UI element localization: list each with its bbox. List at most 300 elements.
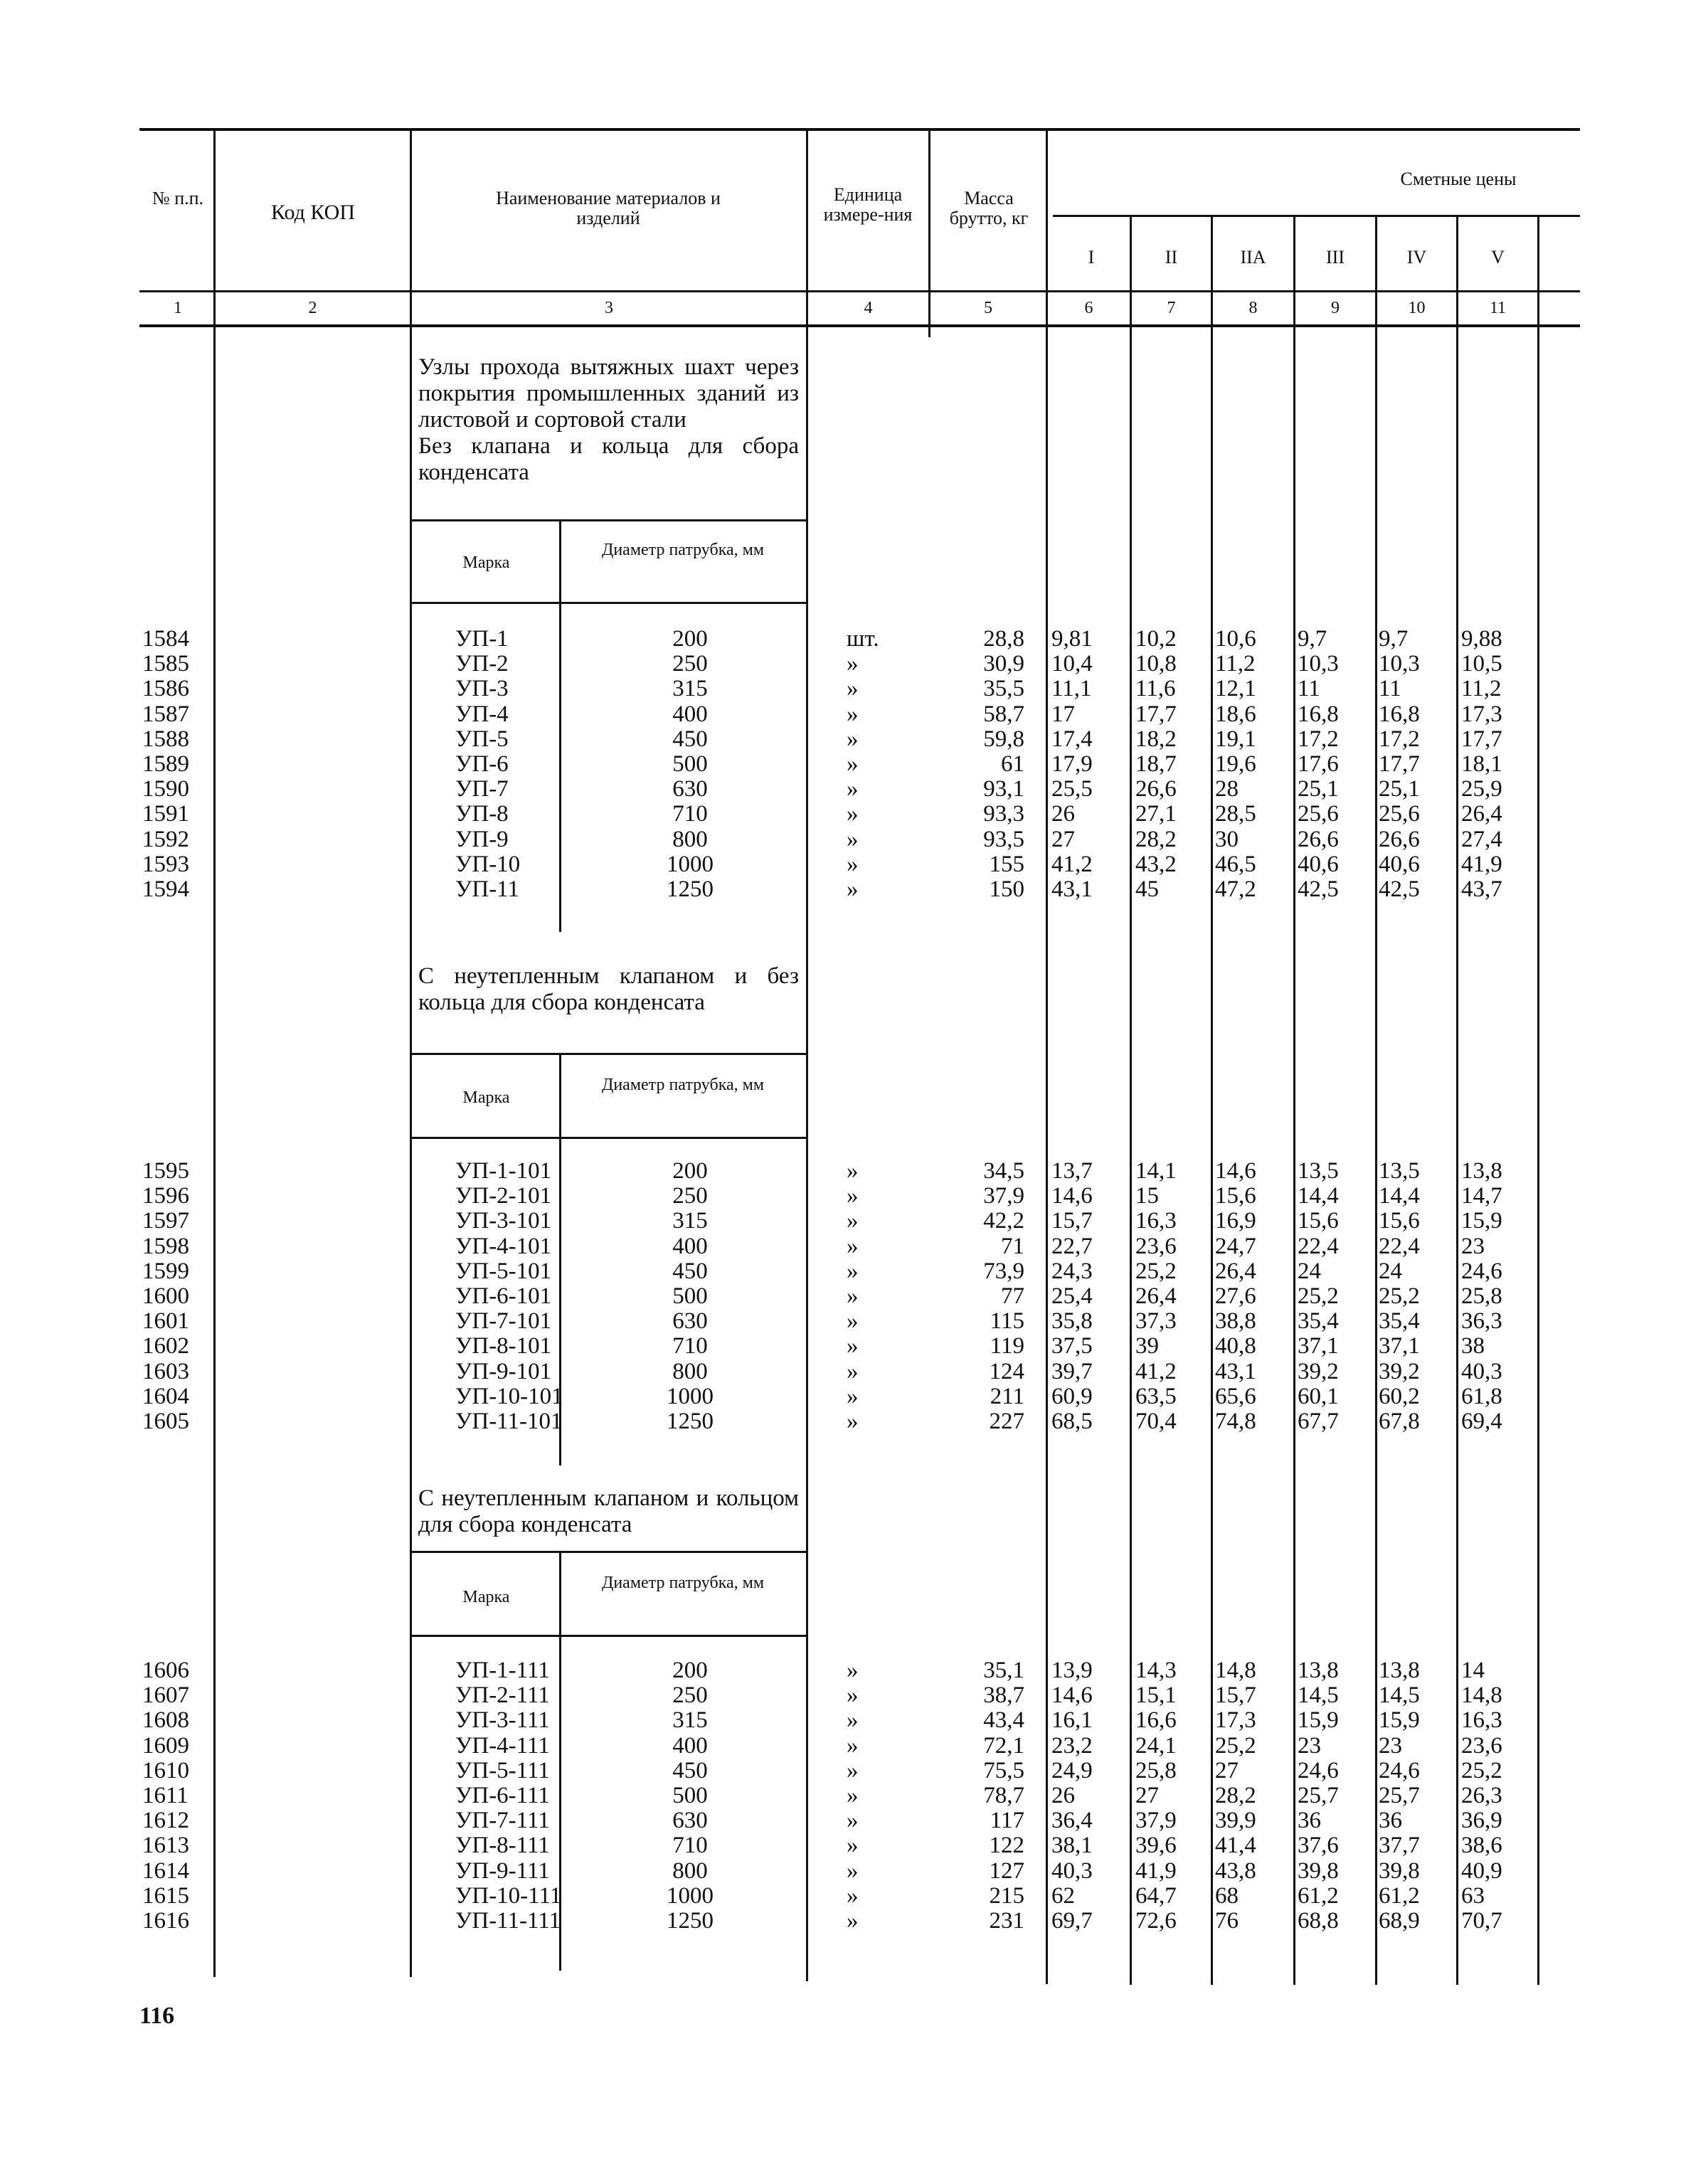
section-3-title: С неутепленным клапаном и кольцом для сбора конденсата [418,1485,799,1537]
row-price-5: 37,1 [1379,1333,1420,1359]
table-row [0,1783,1681,1808]
row-price-6: 70,7 [1461,1908,1502,1934]
row-price-1: 14,6 [1051,1183,1093,1209]
header-name: Наименование материалов и изделий [496,188,721,228]
row-mass: 61 [1001,751,1024,777]
row-price-1: 11,1 [1051,676,1092,702]
row-price-2: 14,3 [1135,1658,1177,1683]
row-diameter: 450 [672,1258,708,1284]
row-unit: » [847,1409,859,1434]
row-price-3: 24,7 [1215,1233,1256,1259]
row-unit: » [847,1383,859,1409]
row-unit: » [847,1258,859,1284]
subhdr2-top [410,1053,806,1055]
row-unit: » [847,1833,859,1859]
row-diameter: 315 [672,676,708,702]
row-mass: 93,1 [983,776,1024,802]
row-unit: » [847,1158,859,1184]
table-row [0,1883,1681,1909]
row-mass: 34,5 [983,1158,1024,1184]
row-price-1: 24,3 [1051,1258,1093,1284]
row-diameter: 315 [672,1707,708,1734]
row-price-2: 41,9 [1135,1857,1177,1884]
row-price-6: 9,88 [1461,626,1502,652]
table-row [0,701,1681,727]
row-price-5: 36 [1379,1808,1402,1834]
row-price-6: 40,9 [1461,1857,1502,1884]
row-marka: УП-10 [455,851,521,877]
header-prices: Сметные цены [1400,169,1517,189]
row-diameter: 450 [672,1757,708,1783]
row-price-6: 63 [1461,1882,1485,1909]
row-price-3: 25,2 [1215,1732,1256,1759]
row-number: 1588 [142,726,189,752]
row-diameter: 800 [672,826,708,852]
table-row [0,1333,1681,1359]
row-price-3: 47,2 [1215,876,1256,902]
row-number: 1614 [142,1857,189,1884]
region-IV: IV [1406,247,1427,267]
row-price-1: 23,2 [1051,1732,1093,1759]
row-price-6: 17,7 [1461,726,1502,752]
row-unit: » [847,801,859,827]
table-row [0,1359,1681,1384]
row-price-3: 12,1 [1215,676,1256,702]
row-price-4: 37,1 [1298,1333,1339,1359]
row-number: 1585 [142,651,189,677]
row-diameter: 710 [672,801,708,827]
row-unit: » [847,676,859,702]
row-marka: УП-7 [455,776,509,802]
colnum-9: 9 [1331,299,1340,317]
row-number: 1610 [142,1757,189,1783]
row-diameter: 630 [672,1308,708,1335]
row-diameter: 400 [672,701,708,727]
table-row [0,1658,1681,1683]
row-price-3: 30 [1215,826,1239,852]
row-mass: 71 [1001,1233,1024,1259]
section-1-title-text: Узлы прохода вытяжных шахт через покрытия промышленных зданий из листовой и сортовой стали [418,354,799,433]
row-price-4: 14,5 [1298,1682,1339,1709]
row-number: 1609 [142,1732,189,1759]
row-price-1: 13,9 [1051,1658,1093,1683]
row-unit: » [847,1808,859,1834]
row-price-6: 23 [1461,1233,1485,1259]
row-mass: 155 [989,851,1024,877]
row-price-2: 37,3 [1135,1308,1177,1335]
row-marka: УП-5-101 [455,1258,552,1284]
region-I: I [1088,247,1095,267]
row-number: 1602 [142,1333,189,1359]
row-marka: УП-8-101 [455,1333,552,1359]
row-number: 1611 [142,1783,189,1808]
row-price-4: 24 [1298,1258,1321,1284]
row-diameter: 400 [672,1233,708,1259]
table-row [0,1183,1681,1209]
row-price-3: 19,1 [1215,726,1256,752]
row-price-4: 13,8 [1298,1658,1339,1683]
row-unit: » [847,1732,859,1759]
row-price-3: 17,3 [1215,1707,1256,1734]
row-price-2: 45 [1135,876,1159,902]
row-price-5: 42,5 [1379,876,1420,902]
row-marka: УП-11-101 [455,1409,563,1434]
row-unit: » [847,1707,859,1734]
row-price-3: 18,6 [1215,701,1256,727]
row-diameter: 800 [672,1358,708,1384]
row-mass: 30,9 [983,651,1024,677]
row-price-1: 17,9 [1051,751,1093,777]
row-price-6: 11,2 [1461,676,1502,702]
row-price-1: 9,81 [1051,626,1093,652]
row-number: 1615 [142,1882,189,1909]
row-price-3: 11,2 [1215,651,1256,677]
row-diameter: 200 [672,1658,708,1683]
row-mass: 42,2 [983,1208,1024,1234]
row-diameter: 1000 [667,1383,714,1409]
header-bottom-rule [139,290,1580,292]
row-diameter: 1250 [667,876,714,902]
row-price-5: 22,4 [1379,1233,1420,1259]
row-price-6: 14,7 [1461,1183,1502,1209]
table-row [0,1409,1681,1434]
row-price-4: 22,4 [1298,1233,1339,1259]
row-mass: 37,9 [983,1183,1024,1209]
row-price-3: 19,6 [1215,751,1256,777]
row-mass: 115 [990,1308,1024,1335]
row-number: 1601 [142,1308,189,1335]
row-price-4: 24,6 [1298,1757,1339,1783]
row-price-5: 10,3 [1379,651,1420,677]
row-mass: 35,5 [983,676,1024,702]
row-price-1: 26 [1051,801,1075,827]
row-price-6: 36,3 [1461,1308,1502,1335]
region-III: III [1326,247,1345,267]
row-unit: » [847,1358,859,1384]
row-diameter: 200 [672,626,708,652]
row-price-6: 26,4 [1461,801,1502,827]
row-price-1: 13,7 [1051,1158,1093,1184]
colnum-bottom-rule [139,324,1580,327]
row-marka: УП-6-111 [455,1783,550,1808]
row-price-2: 16,3 [1135,1208,1177,1234]
row-marka: УП-3 [455,676,509,702]
row-price-2: 25,2 [1135,1258,1177,1284]
row-number: 1616 [142,1908,189,1934]
row-price-1: 10,4 [1051,651,1093,677]
row-price-4: 61,2 [1298,1882,1339,1909]
row-unit: » [847,1857,859,1884]
row-price-2: 72,6 [1135,1908,1177,1934]
table-row [0,827,1681,852]
row-price-6: 17,3 [1461,701,1502,727]
subhdr3-diameter: Диаметр патрубка, мм [601,1574,765,1592]
colnum-2: 2 [308,299,317,317]
row-price-2: 37,9 [1135,1808,1177,1834]
row-price-4: 42,5 [1298,876,1339,902]
row-price-5: 14,4 [1379,1183,1420,1209]
row-mass: 117 [990,1808,1024,1834]
row-price-5: 15,9 [1379,1707,1420,1734]
subhdr2-bottom [410,1137,806,1139]
row-price-2: 26,6 [1135,776,1177,802]
row-price-6: 38,6 [1461,1833,1502,1859]
row-price-2: 23,6 [1135,1233,1177,1259]
header-top-rule [139,128,1580,131]
row-price-2: 18,7 [1135,751,1177,777]
row-price-3: 16,9 [1215,1208,1256,1234]
row-price-1: 38,1 [1051,1833,1093,1859]
row-price-1: 24,9 [1051,1757,1093,1783]
row-marka: УП-11 [455,876,519,902]
row-price-5: 40,6 [1379,851,1420,877]
row-diameter: 710 [672,1333,708,1359]
row-unit: » [847,1233,859,1259]
row-price-5: 35,4 [1379,1308,1420,1335]
row-price-4: 68,8 [1298,1908,1339,1934]
prices-rule [1053,215,1580,217]
colnum-3: 3 [605,299,613,317]
table-row [0,1208,1681,1234]
table-row [0,1833,1681,1858]
row-unit: шт. [847,626,879,652]
row-marka: УП-7-101 [455,1308,552,1335]
row-number: 1603 [142,1358,189,1384]
row-price-4: 13,5 [1298,1158,1339,1184]
row-price-3: 14,6 [1215,1158,1256,1184]
row-price-5: 24,6 [1379,1757,1420,1783]
header-kop: Код КОП [270,201,355,224]
row-number: 1591 [142,801,189,827]
row-price-3: 38,8 [1215,1308,1256,1335]
row-price-3: 27 [1215,1757,1239,1783]
row-unit: » [847,1208,859,1234]
row-price-5: 60,2 [1379,1383,1420,1409]
row-number: 1599 [142,1258,189,1284]
row-unit: » [847,876,859,902]
row-marka: УП-3-101 [455,1208,552,1234]
row-price-2: 27 [1135,1783,1159,1808]
row-price-3: 14,8 [1215,1658,1256,1683]
colnum-4: 4 [864,299,873,317]
row-diameter: 1000 [667,851,714,877]
region-V: V [1491,247,1505,267]
row-price-5: 25,1 [1379,776,1420,802]
row-price-5: 9,7 [1379,626,1409,652]
row-unit: » [847,826,859,852]
row-diameter: 1000 [667,1882,714,1909]
row-price-2: 14,1 [1135,1158,1177,1184]
row-mass: 211 [990,1383,1024,1409]
row-price-3: 28,2 [1215,1783,1256,1808]
row-price-6: 36,9 [1461,1808,1502,1834]
row-price-4: 37,6 [1298,1833,1339,1859]
table-row [0,1283,1681,1309]
row-diameter: 200 [672,1158,708,1184]
row-price-3: 74,8 [1215,1409,1256,1434]
row-price-6: 25,9 [1461,776,1502,802]
row-price-1: 62 [1051,1882,1075,1909]
row-price-1: 25,4 [1051,1283,1093,1309]
row-price-4: 25,2 [1298,1283,1339,1309]
row-mass: 127 [989,1857,1024,1884]
row-price-2: 24,1 [1135,1732,1177,1759]
row-price-4: 60,1 [1298,1383,1339,1409]
table-row [0,1758,1681,1783]
row-unit: » [847,701,859,727]
row-unit: » [847,1308,859,1335]
row-price-3: 39,9 [1215,1808,1256,1834]
row-unit: » [847,1757,859,1783]
colnum-6: 6 [1084,299,1093,317]
row-number: 1597 [142,1208,189,1234]
colnum-11: 11 [1489,299,1507,317]
row-price-6: 41,9 [1461,851,1502,877]
row-price-4: 25,6 [1298,801,1339,827]
row-mass: 35,1 [983,1658,1024,1683]
row-marka: УП-10-101 [455,1383,563,1409]
row-price-3: 28,5 [1215,801,1256,827]
table-row [0,751,1681,777]
row-diameter: 250 [672,651,708,677]
table-row [0,876,1681,902]
row-number: 1592 [142,826,189,852]
row-price-2: 39,6 [1135,1833,1177,1859]
row-unit: » [847,1882,859,1909]
row-diameter: 630 [672,776,708,802]
row-price-4: 15,9 [1298,1707,1339,1734]
row-marka: УП-1-111 [455,1658,550,1683]
row-price-5: 25,7 [1379,1783,1420,1808]
row-unit: » [847,1783,859,1808]
row-price-1: 22,7 [1051,1233,1093,1259]
row-unit: » [847,1908,859,1934]
row-unit: » [847,1658,859,1683]
row-price-6: 10,5 [1461,651,1502,677]
row-price-4: 16,8 [1298,701,1339,727]
row-price-4: 26,6 [1298,826,1339,852]
subhdr3-top [410,1551,806,1553]
colnum-10: 10 [1408,299,1426,317]
row-price-2: 17,7 [1135,701,1177,727]
row-price-3: 43,1 [1215,1358,1256,1384]
row-marka: УП-2-111 [455,1682,550,1709]
row-marka: УП-1-101 [455,1158,552,1184]
row-marka: УП-4-101 [455,1233,552,1259]
row-price-2: 15,1 [1135,1682,1177,1709]
row-number: 1613 [142,1833,189,1859]
row-price-2: 15 [1135,1183,1159,1209]
row-unit: » [847,1682,859,1709]
row-mass: 73,9 [983,1258,1024,1284]
row-unit: » [847,726,859,752]
colnum-7: 7 [1167,299,1176,317]
row-price-1: 40,3 [1051,1857,1093,1884]
row-price-5: 61,2 [1379,1882,1420,1909]
row-number: 1608 [142,1707,189,1734]
row-marka: УП-2 [455,651,509,677]
row-marka: УП-9 [455,826,509,852]
row-diameter: 1250 [667,1908,714,1934]
table-row [0,776,1681,802]
row-mass: 119 [990,1333,1024,1359]
row-mass: 58,7 [983,701,1024,727]
table-row [0,651,1681,677]
row-price-1: 69,7 [1051,1908,1093,1934]
row-number: 1600 [142,1283,189,1309]
row-price-2: 18,2 [1135,726,1177,752]
row-price-4: 17,2 [1298,726,1339,752]
row-price-4: 36 [1298,1808,1321,1834]
row-price-3: 27,6 [1215,1283,1256,1309]
table-row [0,801,1681,827]
row-price-2: 25,8 [1135,1757,1177,1783]
row-marka: УП-4-111 [455,1732,550,1759]
row-number: 1586 [142,676,189,702]
row-price-1: 35,8 [1051,1308,1093,1335]
table-row [0,1384,1681,1409]
table-row [0,1858,1681,1884]
row-price-1: 14,6 [1051,1682,1093,1709]
row-price-4: 39,8 [1298,1857,1339,1884]
row-number: 1598 [142,1233,189,1259]
row-price-6: 15,9 [1461,1208,1502,1234]
row-marka: УП-10-111 [455,1882,562,1909]
row-price-6: 61,8 [1461,1383,1502,1409]
row-price-2: 63,5 [1135,1383,1177,1409]
subhdr2-marka: Марка [462,1088,510,1107]
row-diameter: 450 [672,726,708,752]
table-row [0,852,1681,877]
row-price-4: 40,6 [1298,851,1339,877]
row-number: 1593 [142,851,189,877]
table-row [0,1908,1681,1934]
row-number: 1607 [142,1682,189,1709]
row-mass: 78,7 [983,1783,1024,1808]
row-unit: » [847,851,859,877]
row-price-1: 39,7 [1051,1358,1093,1384]
row-mass: 124 [989,1358,1024,1384]
row-number: 1605 [142,1409,189,1434]
row-price-3: 46,5 [1215,851,1256,877]
row-price-6: 43,7 [1461,876,1502,902]
row-number: 1584 [142,626,189,652]
row-price-6: 18,1 [1461,751,1502,777]
row-marka: УП-1 [455,626,509,652]
row-price-3: 40,8 [1215,1333,1256,1359]
row-price-1: 37,5 [1051,1333,1093,1359]
row-price-4: 15,6 [1298,1208,1339,1234]
row-price-3: 76 [1215,1908,1239,1934]
row-price-6: 69,4 [1461,1409,1502,1434]
row-price-3: 28 [1215,776,1239,802]
row-price-3: 10,6 [1215,626,1256,652]
row-price-5: 17,2 [1379,726,1420,752]
row-price-5: 67,8 [1379,1409,1420,1434]
row-price-1: 36,4 [1051,1808,1093,1834]
row-price-2: 10,8 [1135,651,1177,677]
row-price-2: 26,4 [1135,1283,1177,1309]
row-price-6: 16,3 [1461,1707,1502,1734]
table-row [0,1682,1681,1708]
row-marka: УП-11-111 [455,1908,561,1934]
row-mass: 75,5 [983,1757,1024,1783]
row-price-4: 11 [1298,676,1320,702]
subhdr3-bottom [410,1635,806,1637]
table-row [0,1733,1681,1759]
row-mass: 93,5 [983,826,1024,852]
row-price-2: 41,2 [1135,1358,1177,1384]
